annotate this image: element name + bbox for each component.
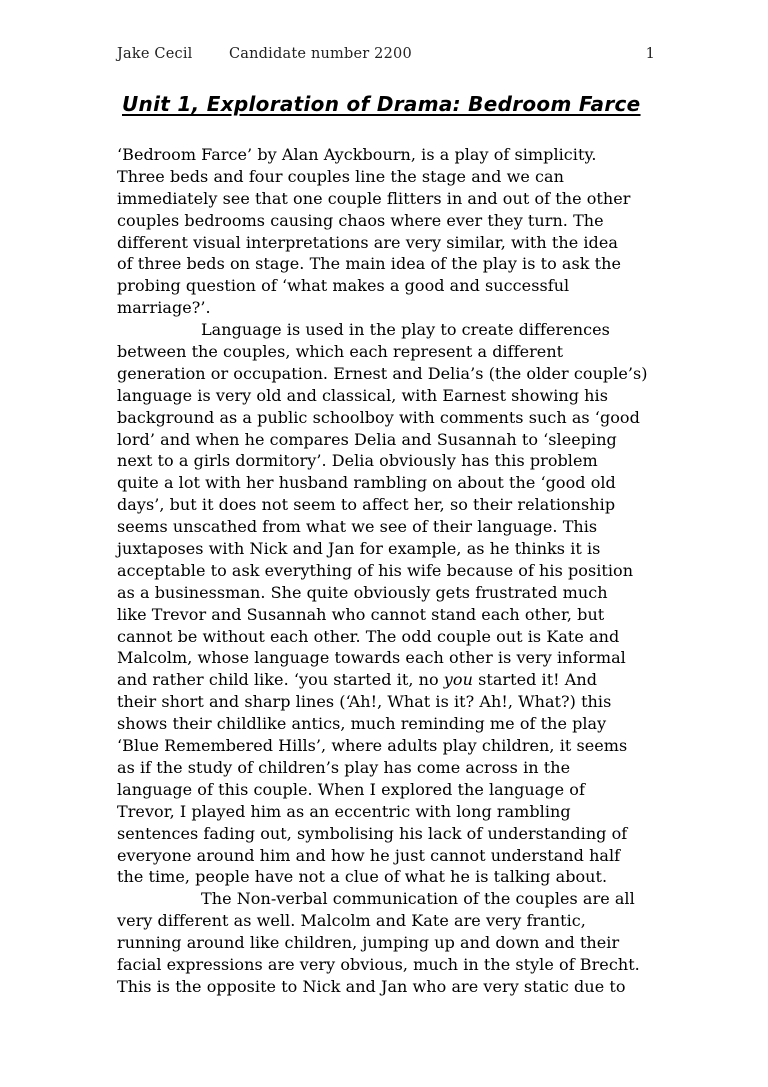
text-line: background as a public schoolboy with comments such as ‘good bbox=[117, 407, 640, 427]
text-line: the time, people have not a clue of what he is talking about. bbox=[117, 867, 608, 887]
text-line: running around like children, jumping up and down and their bbox=[117, 933, 620, 953]
page-number: 1 bbox=[645, 46, 655, 62]
text-line: as if the study of children’s play has come across in the bbox=[117, 757, 571, 777]
text-line: as a businessman. She quite obviously gets frustrated much bbox=[117, 582, 608, 602]
text-line: seems unscathed from what we see of their language. This bbox=[117, 517, 598, 537]
text-line: Malcolm, whose language towards each other is very informal bbox=[117, 648, 626, 668]
line-segment: started it! And bbox=[472, 670, 598, 690]
text-line: very different as well. Malcolm and Kate are very frantic, bbox=[117, 911, 586, 931]
text-line: ‘Bedroom Farce’ by Alan Ayckbourn, is a play of simplicity. bbox=[117, 145, 597, 164]
text-line: next to a girls dormitory’. Delia obviously has this problem bbox=[117, 451, 598, 471]
text-line: ‘Blue Remembered Hills’, where adults play children, it seems bbox=[117, 736, 628, 756]
text-line: between the couples, which each represent a different bbox=[117, 342, 564, 362]
text-line: lord’ and when he compares Delia and Susannah to ‘sleeping bbox=[117, 429, 617, 449]
text-line: everyone around him and how he just cannot understand half bbox=[117, 845, 621, 865]
text-line: different visual interpretations are very similar, with the idea bbox=[117, 232, 618, 252]
paragraph-start-line: The Non-verbal communication of the couples are all bbox=[201, 889, 635, 909]
line-segment: and rather child like. ‘you started it, no bbox=[117, 670, 444, 690]
document-title: Unit 1, Exploration of Drama: Bedroom Farce bbox=[122, 92, 641, 116]
candidate-number: Candidate number 2200 bbox=[229, 46, 412, 62]
text-line: language is very old and classical, with Earnest showing his bbox=[117, 385, 608, 405]
paragraph-start-line: Language is used in the play to create differences bbox=[201, 320, 610, 340]
text-line: sentences fading out, symbolising his lack of understanding of bbox=[117, 823, 628, 843]
text-line: juxtaposes with Nick and Jan for example, as he thinks it is bbox=[117, 539, 601, 559]
text-line: like Trevor and Susannah who cannot stand each other, but bbox=[117, 604, 605, 624]
text-line: of three beds on stage. The main idea of the play is to ask the bbox=[117, 254, 621, 274]
italic-word: you bbox=[443, 670, 473, 690]
text-line: Trevor, I played him as an eccentric with long rambling bbox=[117, 801, 571, 821]
essay-body bbox=[117, 144, 657, 998]
text-line: facial expressions are very obvious, much in the style of Brecht. bbox=[117, 954, 640, 974]
text-line: language of this couple. When I explored the language of bbox=[117, 779, 585, 799]
text-line: probing question of ‘what makes a good and successful bbox=[117, 276, 570, 296]
text-line: This is the opposite to Nick and Jan who are very static due to bbox=[117, 976, 626, 996]
text-line: marriage?’. bbox=[117, 298, 211, 318]
text-line: couples bedrooms causing chaos where ever they turn. The bbox=[117, 210, 604, 230]
text-line: generation or occupation. Ernest and Delia’s (the older couple’s) bbox=[117, 363, 648, 383]
text-line-with-italic bbox=[117, 669, 657, 691]
text-line: immediately see that one couple flitters in and out of the other bbox=[117, 188, 631, 208]
text-line: Three beds and four couples line the stage and we can bbox=[117, 166, 564, 186]
text-line: cannot be without each other. The odd couple out is Kate and bbox=[117, 626, 620, 646]
text-line: quite a lot with her husband rambling on about the ‘good old bbox=[117, 473, 616, 493]
author-name: Jake Cecil bbox=[117, 46, 193, 62]
text-line: shows their childlike antics, much reminding me of the play bbox=[117, 714, 607, 734]
text-line: their short and sharp lines (‘Ah!, What is it? Ah!, What?) this bbox=[117, 692, 612, 712]
page-header bbox=[117, 46, 655, 66]
text-line: acceptable to ask everything of his wife because of his position bbox=[117, 560, 634, 580]
text-line: days’, but it does not seem to affect her, so their relationship bbox=[117, 495, 616, 515]
